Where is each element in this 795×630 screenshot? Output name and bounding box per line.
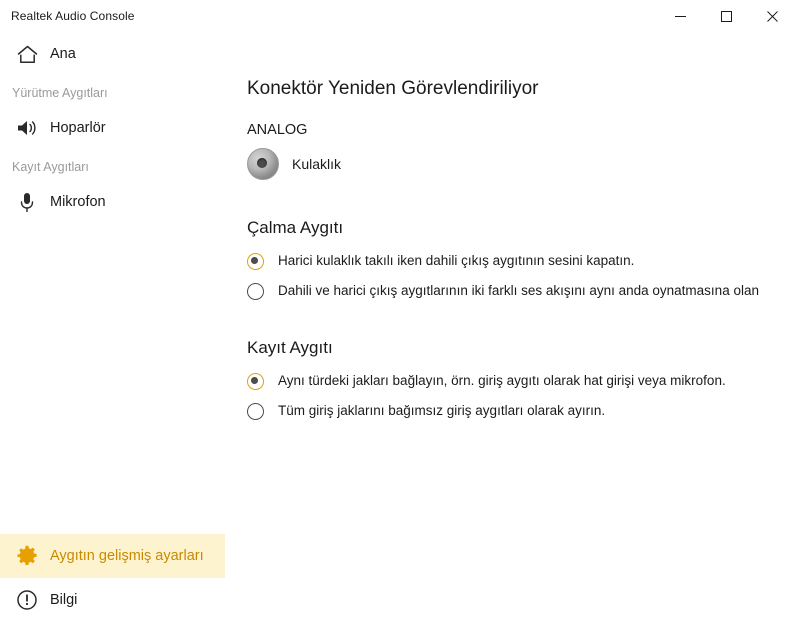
radio-playback-mute-internal[interactable] [247,253,264,270]
recording-option-separate-jacks-label: Tüm giriş jaklarını bağımsız giriş aygıtları olarak ayırın. [278,403,606,418]
analog-heading: ANALOG [247,122,308,138]
sidebar-item-home[interactable] [0,32,225,76]
sidebar-item-advanced-device-settings-label: Aygıtın gelişmiş ayarları [50,548,204,564]
sidebar-item-microphone-label: Mikrofon [50,194,106,210]
page-title: Konektör Yeniden Görevlendiriliyor [247,78,539,99]
recording-option-link-same-type[interactable] [247,372,795,390]
sidebar-item-home-label: Ana [50,46,76,62]
sidebar-group-recording-label: Kayıt Aygıtları [12,160,89,174]
radio-recording-separate-jacks[interactable] [247,403,264,420]
sidebar-item-microphone[interactable] [0,180,225,224]
sidebar-group-playback-label: Yürütme Aygıtları [12,86,108,100]
close-button[interactable] [749,0,795,32]
home-icon [8,45,46,64]
window-title: Realtek Audio Console [11,9,135,23]
sidebar-item-info-label: Bilgi [50,592,78,608]
sidebar-item-speaker[interactable] [0,106,225,150]
sidebar-spacer [0,224,225,534]
analog-jack-row[interactable] [247,148,795,180]
recording-option-link-same-type-label: Aynı türdeki jakları bağlayın, örn. giriş aygıtı olarak hat girişi veya mikrofon. [278,373,726,388]
radio-playback-separate-streams[interactable] [247,283,264,300]
recording-option-separate-jacks[interactable] [247,402,795,420]
sidebar [0,32,225,630]
minimize-button[interactable] [657,0,703,32]
window-body [0,32,795,630]
gear-icon [8,545,46,567]
radio-recording-link-same-type[interactable] [247,373,264,390]
playback-option-mute-internal[interactable] [247,252,795,270]
sidebar-item-info[interactable] [0,578,225,622]
microphone-icon [8,192,46,213]
sidebar-item-speaker-label: Hoparlör [50,120,106,136]
playback-option-separate-streams[interactable] [247,282,795,300]
analog-jack-label: Kulaklık [292,156,342,172]
info-icon [8,590,46,610]
playback-device-heading: Çalma Aygıtı [247,218,344,237]
title-bar [0,0,795,32]
sidebar-top [0,32,225,224]
playback-option-mute-internal-label: Harici kulaklık takılı iken dahili çıkış aygıtının sesini kapatın. [278,253,635,268]
sidebar-item-advanced-device-settings[interactable] [0,534,225,578]
maximize-button[interactable] [703,0,749,32]
recording-device-section [247,338,795,420]
main-content [225,32,795,630]
playback-device-section [247,218,795,300]
playback-option-separate-streams-label: Dahili ve harici çıkış aygıtlarının iki farklı ses akışını aynı anda oynatmasına olan [278,283,759,298]
audio-jack-icon [247,148,279,180]
speaker-icon [8,119,46,137]
recording-device-heading: Kayıt Aygıtı [247,338,333,357]
sidebar-bottom [0,534,225,630]
